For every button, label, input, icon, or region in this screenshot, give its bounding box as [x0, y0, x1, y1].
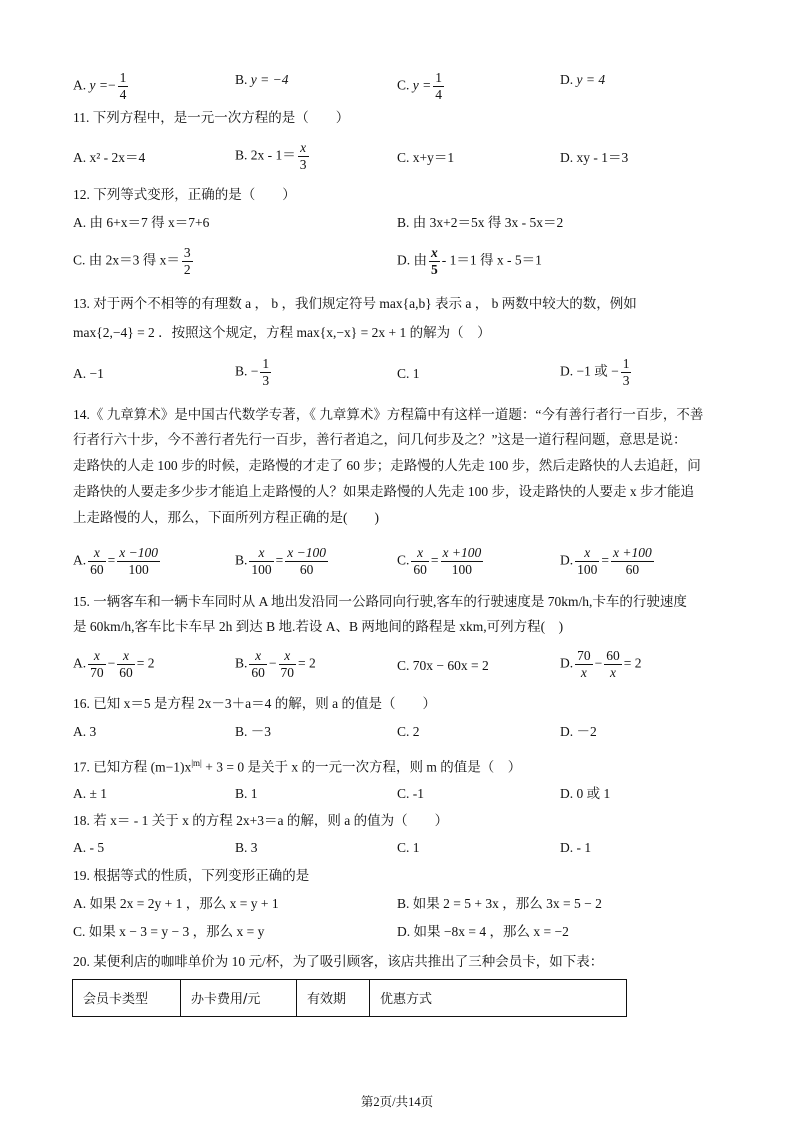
q15-stem-line2: 是 60km/h,客车比卡车早 2h 到达 B 地.若设 A、B 两地间的路程是 xkm,可列方程( )	[73, 619, 564, 634]
q20-stem: 20. 某便利店的咖啡单价为 10 元/杯，为了吸引顾客，该店共推出了三种会员卡，如下表：	[73, 954, 604, 969]
page-footer: 第2页/共14页	[360, 1095, 434, 1109]
q17-option-c: C. -1	[397, 786, 424, 801]
q13-option-c: C. 1	[397, 366, 420, 381]
q13-option-d: D. −1 或 − $\frac{1}{3}$	[560, 356, 630, 388]
membership-table	[72, 979, 627, 1017]
q11-option-c: C. x+y＝1	[397, 150, 455, 165]
q14-option-a: A. $\frac{x}{60}$ = $\frac{x -100}{100}$	[73, 545, 158, 577]
q15-stem-line1: 15. 一辆客车和一辆卡车同时从 A 地出发沿同一公路同向行驶,客车的行驶速度是 70km/h,卡车的行驶速度	[73, 594, 687, 609]
q18-option-d: D. - 1	[560, 840, 592, 855]
q14-option-d: D. $\frac{x}{100}$ = $\frac{x +100}{60}$	[560, 545, 652, 577]
q17-option-b: B. 1	[235, 786, 258, 801]
q15-option-a: A. $\frac{x}{70}$ − $\frac{x}{60}$ = 2	[73, 648, 155, 680]
q11-stem: 11. 下列方程中，是一元一次方程的是（ ）	[73, 110, 350, 125]
q13-b-fraction: $\frac{1}{3}$	[262, 356, 270, 388]
q11-b-fraction: $\frac{x}{3}$	[299, 140, 307, 172]
q19-option-d: D. 如果 −8x = 4 ，那么 x = −2	[397, 924, 569, 939]
q19-option-c: C. 如果 x − 3 = y − 3 ，那么 x = y	[73, 924, 265, 939]
table-header-cell: 优惠方式	[380, 992, 433, 1007]
q14-stem-line4: 走路快的人要走多少步才能追上走路慢的人？如果走路慢的人先走 100 步，设走路快的人要走 x 步才能追	[73, 484, 694, 499]
q12-option-d: D. 由 $\frac{x}{5}$ - 1＝1 得 x - 5＝1	[397, 245, 542, 277]
q19-option-a: A. 如果 2x = 2y + 1 ，那么 x = y + 1	[73, 896, 279, 911]
q10-a-fraction: $\frac{1}{4}$	[119, 70, 127, 102]
q16-option-a: A. 3	[73, 724, 97, 739]
q18-option-a: A. - 5	[73, 840, 105, 855]
q14-option-c: C. $\frac{x}{60}$ = $\frac{x +100}{100}$	[397, 545, 482, 577]
q12-d-fraction: $\frac{x}{5}$	[431, 245, 438, 277]
q17-option-d: D. 0 或 1	[560, 786, 611, 801]
q10-option-b: B. y = −4	[235, 72, 289, 87]
table-header-cell: 办卡费用/元	[181, 980, 297, 1016]
q15-option-c: C. 70x − 60x = 2	[397, 658, 489, 673]
q16-option-b: B. －3	[235, 724, 272, 739]
q11-option-b: B. 2x - 1＝ $\frac{x}{3}$	[235, 140, 307, 172]
q18-option-c: C. 1	[397, 840, 420, 855]
q13-option-a: A. −1	[73, 366, 104, 381]
q15-option-b: B. $\frac{x}{60}$ − $\frac{x}{70}$ = 2	[235, 648, 316, 680]
q16-option-c: C. 2	[397, 724, 420, 739]
q17-stem: 17. 已知方程 $(m-1)x^{|m|} + 3 = 0$ 是关于 x 的一元一次方程，则 m 的值是（ ）	[73, 758, 522, 775]
q13-stem-line1: 13. 对于两个不相等的有理数 a ， b ，我们规定符号 max{a,b} 表示 a ， b 两数中较大的数，例如	[73, 296, 637, 311]
q10-option-c: C. y = $\frac{1}{4}$	[397, 70, 442, 102]
q15-option-d: D. $\frac{70}{x}$ − $\frac{60}{x}$ = 2	[560, 648, 642, 680]
q18-option-b: B. 3	[235, 840, 258, 855]
q12-c-fraction: $\frac{3}{2}$	[183, 245, 191, 277]
q10-option-a: A. y =− $\frac{1}{4}$	[73, 70, 127, 102]
q10-option-d: D. y = 4	[560, 72, 606, 87]
table-header-cell: 有效期	[297, 980, 370, 1016]
q18-stem: 18. 若 x＝ - 1 关于 x 的方程 2x+3＝a 的解，则 a 的值为（ ）	[73, 813, 449, 828]
q10-c-fraction: $\frac{1}{4}$	[435, 70, 442, 102]
q12-stem: 12. 下列等式变形，正确的是（ ）	[73, 187, 296, 202]
q13-d-fraction: $\frac{1}{3}$	[622, 356, 630, 388]
q14-stem-line3: 走路快的人走 100 步的时候，走路慢的才走了 60 步；走路慢的人先走 100 步，然后走路快的人去追赶，问	[73, 458, 701, 473]
table-header-cell: 会员卡类型	[73, 980, 181, 1016]
q11-option-d: D. xy - 1＝3	[560, 150, 629, 165]
q17-option-a: A. ± 1	[73, 786, 108, 801]
q12-option-a: A. 由 6+x＝7 得 x＝7+6	[73, 215, 210, 230]
q11-option-a: A. x² - 2x＝4	[73, 150, 146, 165]
q14-stem-line2: 行者行六十步，今不善行者先行一百步，善行者追之，问几何步及之？”这是一道行程问题，意思是说：	[73, 432, 687, 447]
q16-stem: 16. 已知 x＝5 是方程 2x－3＋a＝4 的解，则 a 的值是（ ）	[73, 696, 436, 711]
q14-stem-line5: 上走路慢的人，那么，下面所列方程正确的是( )	[73, 510, 379, 525]
q13-option-b: B. − $\frac{1}{3}$	[235, 356, 270, 388]
q14-stem-line1: 14.《 九章算术》是中国古代数学专著，《 九章算术》方程篇中有这样一道题：“今有善行者行一百步，不善	[73, 407, 704, 422]
q12-option-b: B. 由 3x+2＝5x 得 3x - 5x＝2	[397, 215, 564, 230]
q19-stem: 19. 根据等式的性质，下列变形正确的是	[73, 868, 310, 883]
q13-stem-line2: max{2,−4} = 2 ．按照这个规定，方程 max{x,−x} = 2x + 1 的解为（ ）	[73, 325, 491, 340]
q16-option-d: D. －2	[560, 724, 597, 739]
q12-option-c: C. 由 2x＝3 得 x＝ $\frac{3}{2}$	[73, 245, 191, 277]
q19-option-b: B. 如果 2 = 5 + 3x ，那么 3x = 5 − 2	[397, 896, 602, 911]
q14-option-b: B. $\frac{x}{100}$ = $\frac{x -100}{60}$	[235, 545, 326, 577]
